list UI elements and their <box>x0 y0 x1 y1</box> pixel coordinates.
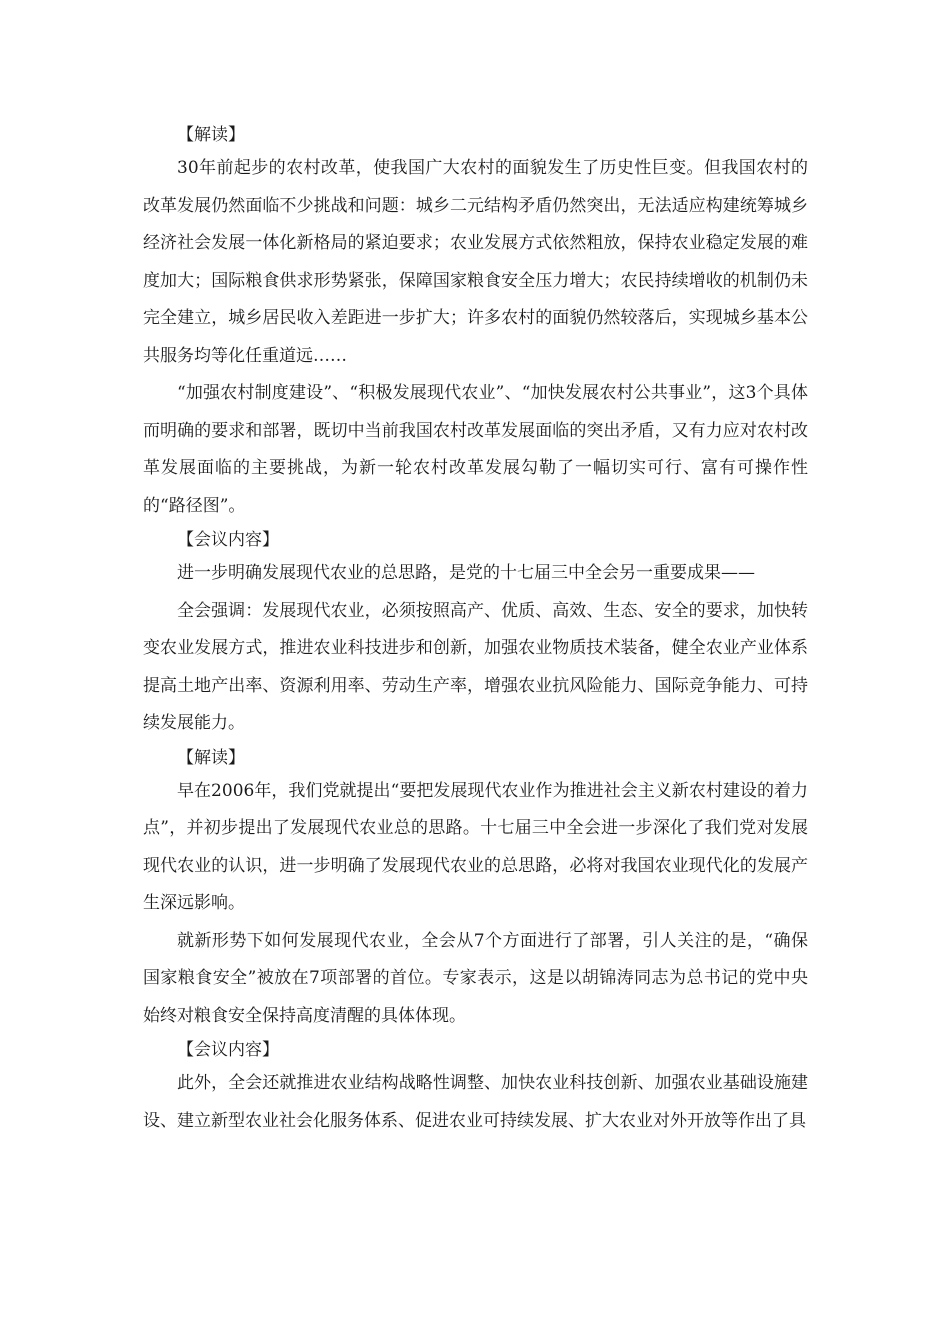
paragraph: 进一步明确发展现代农业的总思路，是党的十七届三中全会另一重要成果—— <box>177 563 755 583</box>
section-heading-interpretation: 【解读】 <box>177 125 245 145</box>
paragraph: “加强农村制度建设”、“积极发展现代农业”、“加快发展农村公共事业”，这3个具体而明确的要求和部署，既切中当前我国农村改革发展面临的突出矛盾，又有力应对农村改革发展面临的主要挑战，为新一轮农村改革发展勾勒了一幅切实可行、富有可操作性的“路径图”。 <box>143 383 808 516</box>
section-heading-meeting-content: 【会议内容】 <box>177 1040 279 1060</box>
paragraph: 30年前起步的农村改革，使我国广大农村的面貌发生了历史性巨变。但我国农村的改革发展仍然面临不少挑战和问题：城乡二元结构矛盾仍然突出，无法适应构建统筹城乡经济社会发展一体化新格局的紧迫要求；农业发展方式依然粗放，保持农业稳定发展的难度加大；国际粮食供求形势紧张，保障国家粮食安全压力增大；农民持续增收的机制仍未完全建立，城乡居民收入差距进一步扩大；许多农村的面貌仍然较落后，实现城乡基本公共服务均等化任重道远…… <box>143 158 808 366</box>
section-heading-meeting-content: 【会议内容】 <box>177 530 279 550</box>
paragraph: 此外，全会还就推进农业结构战略性调整、加快农业科技创新、加强农业基础设施建设、建立新型农业社会化服务体系、促进农业可持续发展、扩大农业对外开放等作出了具 <box>143 1073 808 1131</box>
paragraph: 就新形势下如何发展现代农业，全会从7个方面进行了部署，引人关注的是，“确保国家粮食安全”被放在7项部署的首位。专家表示，这是以胡锦涛同志为总书记的党中央始终对粮食安全保持高度清醒的具体体现。 <box>143 930 808 1026</box>
paragraph: 早在2006年，我们党就提出“要把发展现代农业作为推进社会主义新农村建设的着力点”，并初步提出了发展现代农业总的思路。十七届三中全会进一步深化了我们党对发展现代农业的认识，进一步明确了发展现代农业的总思路，必将对我国农业现代化的发展产生深远影响。 <box>143 780 808 913</box>
section-heading-interpretation: 【解读】 <box>177 747 245 768</box>
document-body <box>143 120 808 1140</box>
paragraph: 全会强调：发展现代农业，必须按照高产、优质、高效、生态、安全的要求，加快转变农业发展方式，推进农业科技进步和创新，加强农业物质技术装备，健全农业产业体系提高土地产出率、资源利用率、劳动生产率，增强农业抗风险能力、国际竞争能力、可持续发展能力。 <box>143 600 808 733</box>
